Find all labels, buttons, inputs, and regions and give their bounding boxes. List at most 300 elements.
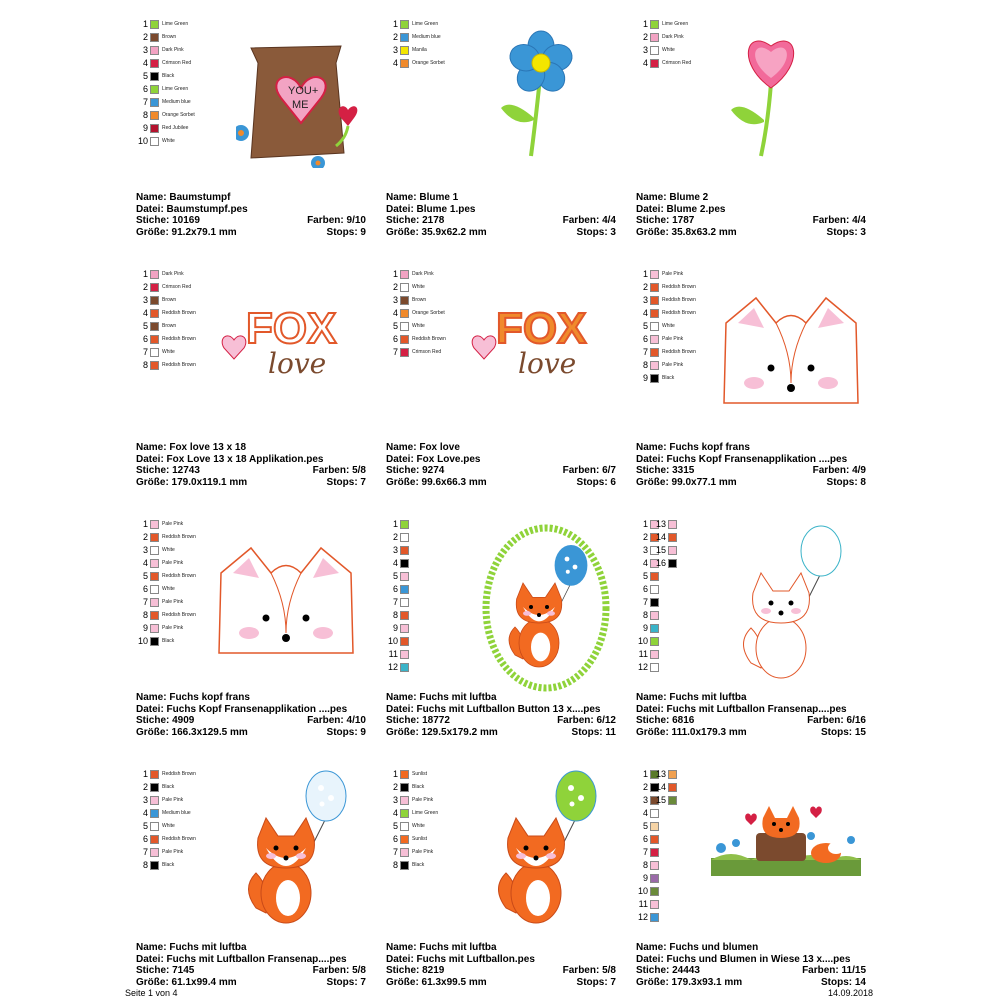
color-count: Farben: 5/8 xyxy=(562,965,616,976)
legend-number: 2 xyxy=(392,282,398,292)
legend-number: 4 xyxy=(392,58,398,68)
thread-name: Reddish Brown xyxy=(162,336,196,342)
thread-name: Reddish Brown xyxy=(162,310,196,316)
thread-name: White xyxy=(162,349,175,355)
legend-number: 4 xyxy=(142,58,148,68)
color-count: Farben: 5/8 xyxy=(312,965,366,976)
thread-name: Reddish Brown xyxy=(162,534,196,540)
design-file: Datei: Fox Love 13 x 18 Applikation.pes xyxy=(136,453,324,465)
pattern-cell xyxy=(636,518,876,758)
legend-number: 1 xyxy=(642,519,648,529)
stitch-count: Stiche: 12743 xyxy=(136,465,200,476)
design-info xyxy=(636,942,866,988)
stitch-count: Stiche: 4909 xyxy=(136,715,195,726)
legend-number: 1 xyxy=(642,269,648,279)
design-file: Datei: Blume 2.pes xyxy=(636,203,726,215)
legend-row xyxy=(636,307,696,319)
thread-name: Lime Green xyxy=(412,810,439,816)
color-swatch xyxy=(650,20,659,29)
design-file: Datei: Fuchs mit Luftballon.pes xyxy=(386,953,535,965)
color-swatch xyxy=(150,572,159,581)
color-swatch xyxy=(400,335,409,344)
design-size: Größe: 166.3x129.5 mm xyxy=(136,726,248,738)
color-swatch xyxy=(650,361,659,370)
design-size: Größe: 129.5x179.2 mm xyxy=(386,726,498,738)
color-swatch xyxy=(150,322,159,331)
pattern-cell xyxy=(636,18,876,258)
legend-row xyxy=(636,872,662,884)
thread-name: Reddish Brown xyxy=(162,612,196,618)
color-swatch xyxy=(150,361,159,370)
legend-row xyxy=(136,122,188,134)
legend-number: 2 xyxy=(392,532,398,542)
legend-number: 7 xyxy=(142,347,148,357)
thread-name: Medium blue xyxy=(162,810,191,816)
thread-name: Reddish Brown xyxy=(662,297,696,303)
color-swatch xyxy=(150,637,159,646)
legend-number: 6 xyxy=(642,584,648,594)
legend-row xyxy=(636,898,662,910)
legend-number: 7 xyxy=(642,847,648,857)
color-swatch xyxy=(400,809,409,818)
fox-balloon-fringe-art xyxy=(731,523,851,693)
design-file: Datei: Baumstumpf.pes xyxy=(136,203,248,215)
design-name: Name: Fuchs und blumen xyxy=(636,942,759,953)
stitch-count: Stiche: 1787 xyxy=(636,215,695,226)
svg-text:FOX: FOX xyxy=(496,304,587,353)
thread-name: Brown xyxy=(162,297,177,303)
legend-row xyxy=(386,333,446,345)
legend-number: 5 xyxy=(142,571,148,581)
color-swatch xyxy=(650,611,659,620)
legend-number: 3 xyxy=(642,545,648,555)
pattern-cell xyxy=(386,768,626,1008)
color-swatch xyxy=(150,335,159,344)
legend-row xyxy=(386,596,412,608)
color-swatch xyxy=(650,848,659,857)
color-swatch xyxy=(400,650,409,659)
legend-number: 9 xyxy=(642,373,648,383)
color-swatch xyxy=(650,663,659,672)
legend-number: 1 xyxy=(642,769,648,779)
legend-row xyxy=(136,70,174,82)
legend-row xyxy=(386,18,438,30)
legend-row xyxy=(386,661,412,673)
legend-number: 11 xyxy=(638,649,648,659)
thread-name: Pale Pink xyxy=(162,560,184,566)
legend-row xyxy=(136,570,196,582)
legend-number: 4 xyxy=(642,58,648,68)
color-swatch xyxy=(150,848,159,857)
thread-name: Pale Pink xyxy=(162,849,184,855)
legend-number: 1 xyxy=(392,19,398,29)
legend-row xyxy=(636,833,662,845)
legend-number: 10 xyxy=(637,886,648,896)
fox-balloon-green-art xyxy=(486,768,606,938)
legend-row xyxy=(386,807,438,819)
legend-row xyxy=(652,518,677,530)
legend-row xyxy=(136,346,175,358)
color-swatch xyxy=(150,111,159,120)
design-size: Größe: 179.0x119.1 mm xyxy=(136,476,248,488)
color-swatch xyxy=(650,335,659,344)
pattern-cell xyxy=(386,268,626,508)
legend-number: 7 xyxy=(142,847,148,857)
color-swatch xyxy=(650,809,659,818)
legend-row xyxy=(136,807,191,819)
design-info xyxy=(136,942,366,988)
legend-row xyxy=(136,531,196,543)
legend-number: 3 xyxy=(392,545,398,555)
stop-count: Stops: 15 xyxy=(820,726,866,738)
color-count: Farben: 4/10 xyxy=(307,715,366,726)
page-number: Seite 1 von 4 xyxy=(125,988,178,998)
legend-number: 9 xyxy=(142,123,148,133)
legend-number: 7 xyxy=(142,97,148,107)
legend-number: 6 xyxy=(392,584,398,594)
color-swatch xyxy=(650,283,659,292)
color-swatch xyxy=(150,296,159,305)
legend-number: 8 xyxy=(142,860,148,870)
design-size: Größe: 91.2x79.1 mm xyxy=(136,226,237,238)
legend-number: 9 xyxy=(392,623,398,633)
color-swatch xyxy=(650,572,659,581)
color-swatch xyxy=(150,861,159,870)
legend-row xyxy=(636,807,662,819)
thread-name: Pale Pink xyxy=(662,336,684,342)
legend-row xyxy=(636,294,696,306)
stop-count: Stops: 11 xyxy=(571,726,616,738)
legend-number: 2 xyxy=(142,532,148,542)
color-swatch xyxy=(400,611,409,620)
pattern-cell xyxy=(136,18,376,258)
thread-name: Manila xyxy=(412,47,427,53)
legend-number: 5 xyxy=(642,571,648,581)
legend-number: 14 xyxy=(655,532,666,542)
legend-row xyxy=(636,281,696,293)
legend-row xyxy=(386,583,412,595)
stitch-count: Stiche: 8219 xyxy=(386,965,445,976)
thread-name: Lime Green xyxy=(162,86,189,92)
design-info xyxy=(386,192,616,238)
legend-row xyxy=(386,294,426,306)
design-info xyxy=(636,692,866,738)
color-swatch xyxy=(400,33,409,42)
legend-number: 8 xyxy=(392,860,398,870)
legend-row xyxy=(386,320,425,332)
color-swatch xyxy=(650,59,659,68)
legend-number: 8 xyxy=(142,360,148,370)
thread-name: Crimson Red xyxy=(162,60,192,66)
color-swatch xyxy=(150,559,159,568)
legend-row xyxy=(386,648,412,660)
legend-number: 2 xyxy=(142,282,148,292)
legend-number: 8 xyxy=(642,860,648,870)
legend-number: 13 xyxy=(655,519,666,529)
legend-row xyxy=(136,359,196,371)
legend-number: 5 xyxy=(392,571,398,581)
thread-name: Medium blue xyxy=(412,34,441,40)
design-file: Datei: Blume 1.pes xyxy=(386,203,476,215)
legend-number: 9 xyxy=(642,623,648,633)
color-swatch xyxy=(150,348,159,357)
legend-row xyxy=(386,781,424,793)
legend-number: 4 xyxy=(392,308,398,318)
legend-number: 4 xyxy=(142,808,148,818)
legend-number: 1 xyxy=(142,19,148,29)
legend-row xyxy=(136,320,176,332)
legend-row xyxy=(652,768,677,780)
legend-row xyxy=(386,570,412,582)
legend-number: 8 xyxy=(642,610,648,620)
thread-name: Reddish Brown xyxy=(162,771,196,777)
legend-number: 6 xyxy=(642,334,648,344)
legend-number: 9 xyxy=(642,873,648,883)
thread-name: Black xyxy=(162,638,175,644)
color-swatch xyxy=(650,296,659,305)
color-count: Farben: 6/16 xyxy=(807,715,866,726)
stitch-count: Stiche: 10169 xyxy=(136,215,200,226)
color-swatch xyxy=(400,624,409,633)
legend-row xyxy=(636,859,662,871)
design-file: Datei: Fuchs Kopf Fransenapplikation ....pes xyxy=(136,703,348,715)
legend-number: 8 xyxy=(142,610,148,620)
design-name: Name: Fuchs kopf frans xyxy=(636,442,750,453)
design-file: Datei: Fox Love.pes xyxy=(386,453,481,465)
color-swatch xyxy=(668,783,677,792)
legend-row xyxy=(652,531,677,543)
color-swatch xyxy=(400,322,409,331)
legend-number: 1 xyxy=(392,519,398,529)
legend-row xyxy=(386,346,441,358)
color-swatch xyxy=(150,59,159,68)
thread-name: Reddish Brown xyxy=(662,349,696,355)
stop-count: Stops: 7 xyxy=(326,476,366,488)
color-count: Farben: 4/4 xyxy=(562,215,616,226)
pattern-cell xyxy=(136,768,376,1008)
design-info xyxy=(636,192,866,238)
svg-text:love: love xyxy=(518,347,577,380)
design-name: Name: Fuchs mit luftba xyxy=(386,942,497,953)
thread-name: Pale Pink xyxy=(662,271,684,277)
stop-count: Stops: 7 xyxy=(326,976,366,988)
thread-name: Crimson Red xyxy=(162,284,192,290)
thread-name: Reddish Brown xyxy=(162,362,196,368)
thread-name: White xyxy=(162,138,175,144)
thread-name: White xyxy=(162,823,175,829)
color-swatch xyxy=(400,296,409,305)
legend-number: 7 xyxy=(392,597,398,607)
legend-row xyxy=(136,294,176,306)
color-swatch xyxy=(150,796,159,805)
legend-row xyxy=(386,281,425,293)
design-name: Name: Fuchs mit luftba xyxy=(136,942,247,953)
color-swatch xyxy=(650,585,659,594)
legend-row xyxy=(136,833,196,845)
design-file: Datei: Fuchs mit Luftballon Fransenap....pes xyxy=(136,953,347,965)
legend-row xyxy=(136,846,183,858)
thread-name: Reddish Brown xyxy=(412,336,446,342)
legend-number: 1 xyxy=(392,269,398,279)
legend-row xyxy=(136,518,183,530)
color-swatch xyxy=(150,72,159,81)
color-swatch xyxy=(650,822,659,831)
legend-row xyxy=(136,544,175,556)
thread-name: White xyxy=(162,586,175,592)
legend-row xyxy=(636,320,675,332)
legend-row xyxy=(636,820,662,832)
legend-row xyxy=(636,622,662,634)
legend-number: 6 xyxy=(392,334,398,344)
stitch-count: Stiche: 3315 xyxy=(636,465,695,476)
legend-number: 6 xyxy=(142,84,148,94)
legend-number: 4 xyxy=(392,558,398,568)
thread-name: Brown xyxy=(162,34,177,40)
design-name: Name: Fox love xyxy=(386,442,460,453)
legend-row xyxy=(136,557,183,569)
color-swatch xyxy=(650,348,659,357)
legend-number: 7 xyxy=(642,347,648,357)
thread-name: White xyxy=(412,823,425,829)
color-swatch xyxy=(400,848,409,857)
legend-row xyxy=(636,596,662,608)
legend-number: 2 xyxy=(142,782,148,792)
color-swatch xyxy=(668,546,677,555)
fox-love-applique-art xyxy=(216,293,366,398)
legend-row xyxy=(136,794,183,806)
design-info xyxy=(136,192,366,238)
legend-number: 3 xyxy=(642,45,648,55)
legend-number: 5 xyxy=(392,821,398,831)
color-swatch xyxy=(150,546,159,555)
color-swatch xyxy=(650,861,659,870)
art-text: YOU+ xyxy=(288,85,319,97)
color-swatch xyxy=(150,624,159,633)
thread-name: Lime Green xyxy=(162,21,189,27)
legend-row xyxy=(136,333,196,345)
legend-number: 10 xyxy=(387,636,398,646)
thread-name: Brown xyxy=(412,297,427,303)
legend-row xyxy=(136,781,174,793)
color-swatch xyxy=(650,598,659,607)
legend-number: 8 xyxy=(142,110,148,120)
design-file: Datei: Fuchs mit Luftballon Button 13 x....pes xyxy=(386,703,601,715)
legend-row xyxy=(386,31,441,43)
color-swatch xyxy=(400,546,409,555)
thread-name: Sunlist xyxy=(412,836,428,842)
svg-text:love: love xyxy=(268,347,327,380)
pattern-cell xyxy=(636,268,876,508)
legend-row xyxy=(386,768,427,780)
legend-row xyxy=(386,557,412,569)
legend-number: 1 xyxy=(142,269,148,279)
legend-number: 7 xyxy=(392,347,398,357)
legend-number: 3 xyxy=(142,295,148,305)
color-swatch xyxy=(650,900,659,909)
stop-count: Stops: 3 xyxy=(826,226,866,238)
color-swatch xyxy=(668,770,677,779)
legend-row xyxy=(386,794,433,806)
stop-count: Stops: 7 xyxy=(576,976,616,988)
color-swatch xyxy=(400,663,409,672)
legend-row xyxy=(386,307,445,319)
color-swatch xyxy=(400,20,409,29)
color-swatch xyxy=(650,270,659,279)
color-count: Farben: 4/4 xyxy=(812,215,866,226)
color-swatch xyxy=(400,533,409,542)
thread-name: Pale Pink xyxy=(162,599,184,605)
legend-number: 3 xyxy=(142,545,148,555)
design-file: Datei: Fuchs Kopf Fransenapplikation ....pes xyxy=(636,453,848,465)
thread-name: Orange Sorbet xyxy=(412,60,445,66)
legend-row xyxy=(136,57,191,69)
legend-number: 5 xyxy=(142,71,148,81)
legend-number: 3 xyxy=(142,795,148,805)
thread-name: Pale Pink xyxy=(162,625,184,631)
thread-name: Sunlist xyxy=(412,771,428,777)
legend-row xyxy=(386,859,424,871)
legend-row xyxy=(136,281,191,293)
thread-name: Black xyxy=(162,73,175,79)
legend-row xyxy=(136,820,175,832)
design-size: Größe: 99.6x66.3 mm xyxy=(386,476,487,488)
legend-row xyxy=(136,609,196,621)
legend-number: 7 xyxy=(142,597,148,607)
legend-number: 12 xyxy=(387,662,398,672)
legend-row xyxy=(386,846,433,858)
color-swatch xyxy=(150,783,159,792)
color-count: Farben: 4/9 xyxy=(812,465,866,476)
stop-count: Stops: 3 xyxy=(576,226,616,238)
color-swatch xyxy=(150,585,159,594)
color-count: Farben: 9/10 xyxy=(307,215,366,226)
color-swatch xyxy=(150,85,159,94)
legend-row xyxy=(136,859,174,871)
legend-row xyxy=(636,583,662,595)
color-swatch xyxy=(150,124,159,133)
legend-number: 2 xyxy=(142,32,148,42)
stop-count: Stops: 14 xyxy=(820,976,866,988)
thread-name: Dark Pink xyxy=(162,47,184,53)
legend-number: 2 xyxy=(642,782,648,792)
legend-number: 4 xyxy=(142,308,148,318)
design-size: Größe: 111.0x179.3 mm xyxy=(636,726,747,738)
color-swatch xyxy=(400,822,409,831)
legend-row xyxy=(136,31,176,43)
fox-balloon-button-art xyxy=(481,523,611,698)
design-name: Name: Fuchs mit luftba xyxy=(636,692,747,703)
design-file: Datei: Fuchs mit Luftballon Fransenap....pes xyxy=(636,703,847,715)
legend-row xyxy=(636,333,683,345)
design-size: Größe: 35.8x63.2 mm xyxy=(636,226,737,238)
legend-row xyxy=(636,31,684,43)
legend-row xyxy=(636,911,662,923)
color-swatch xyxy=(668,520,677,529)
color-swatch xyxy=(150,33,159,42)
legend-number: 1 xyxy=(642,19,648,29)
color-swatch xyxy=(650,33,659,42)
legend-row xyxy=(636,359,683,371)
legend-row xyxy=(386,44,427,56)
color-swatch xyxy=(650,322,659,331)
legend-number: 15 xyxy=(655,795,666,805)
legend-row xyxy=(636,846,662,858)
legend-row xyxy=(136,44,184,56)
color-swatch xyxy=(400,572,409,581)
legend-number: 3 xyxy=(392,795,398,805)
color-swatch xyxy=(150,283,159,292)
legend-row xyxy=(136,307,196,319)
